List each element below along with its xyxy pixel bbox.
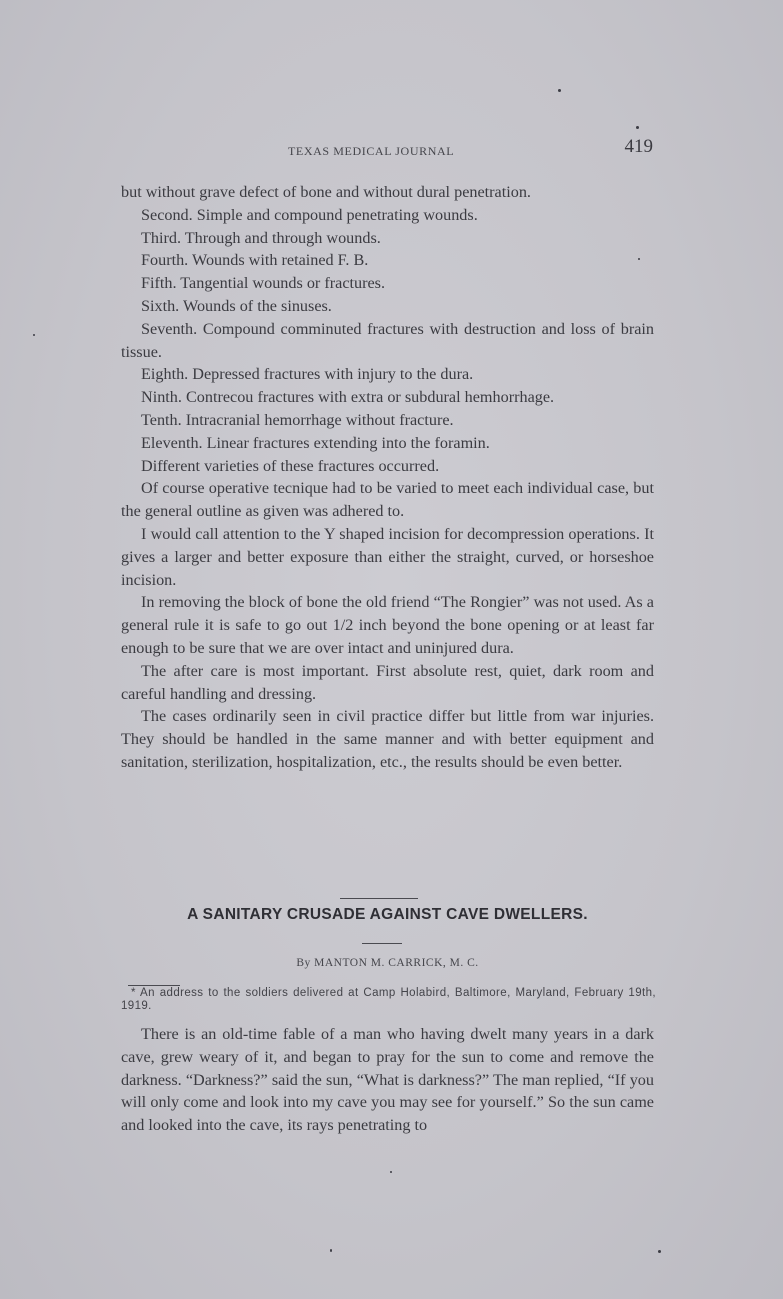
- paragraph: Eleventh. Linear fractures extending into the foramin.: [141, 433, 490, 452]
- scan-speck: [638, 258, 640, 260]
- scan-speck: [390, 1171, 392, 1173]
- article-title: A SANITARY CRUSADE AGAINST CAVE DWELLERS.: [187, 906, 588, 923]
- paragraph: Of course operative tecnique had to be varied to meet each individual case, but the general outline as given was adhered to.: [121, 479, 654, 521]
- footnote: [121, 987, 656, 1012]
- article-body: [121, 1023, 654, 1137]
- scan-speck: [558, 89, 561, 92]
- paragraph: Seventh. Compound comminuted fractures with destruction and loss of brain tissue.: [121, 319, 654, 361]
- continued-article-body: [121, 181, 654, 774]
- running-head: TEXAS MEDICAL JOURNAL: [288, 144, 455, 158]
- paragraph: Different varieties of these fractures occurred.: [141, 456, 440, 475]
- scan-speck: [33, 334, 35, 336]
- paragraph: In removing the block of bone the old friend “The Rongier” was not used. As a general rule it is safe to go out 1/2 inch beyond the bone opening or at least far enough to be sure that we are over intact and uninjured dura.: [121, 593, 654, 657]
- page-header: [120, 136, 655, 162]
- paragraph: Fifth. Tangential wounds or fractures.: [141, 274, 386, 293]
- scan-speck: [330, 1249, 332, 1252]
- paragraph: Tenth. Intracranial hemorrhage without fracture.: [141, 410, 454, 429]
- paragraph: Fourth. Wounds with retained F. B.: [141, 251, 369, 270]
- paragraph: There is an old-time fable of a man who having dwelt many years in a dark cave, grew weary of it, and began to pray for the sun to come and remove the darkness. “Darkness?” said the sun, “What is darkness?” The man replied, “If you will only come and look into my cave you may see for yourself.” So the sun came and looked into the cave, its rays penetrating to: [121, 1025, 654, 1135]
- paragraph: Third. Through and through wounds.: [141, 228, 381, 247]
- scan-speck: [636, 126, 639, 129]
- paragraph: Ninth. Contrecou fractures with extra or subdural hemhorrhage.: [141, 388, 555, 407]
- paragraph: but without grave defect of bone and without dural penetration.: [121, 183, 531, 201]
- scan-speck: [658, 1250, 661, 1253]
- footnote-text: * An address to the soldiers delivered at Camp Holabird, Baltimore, Maryland, February 19th, 1919.: [121, 987, 656, 1012]
- paragraph: I would call attention to the Y shaped incision for decompression operations. It gives a larger and better exposure than either the straight, curved, or horseshoe incision.: [121, 524, 654, 589]
- title-underline: [362, 943, 402, 944]
- paragraph: Sixth. Wounds of the sinuses.: [141, 296, 332, 315]
- paragraph: The after care is most important. First absolute rest, quiet, dark room and careful handling and dressing.: [121, 661, 654, 703]
- section-divider: [340, 898, 418, 899]
- byline: By MANTON M. CARRICK, M. C.: [296, 957, 479, 969]
- paragraph: Second. Simple and compound penetrating wounds.: [141, 205, 478, 224]
- footnote-rule: [128, 985, 180, 986]
- page-number: 419: [624, 136, 653, 157]
- paragraph: The cases ordinarily seen in civil practice differ but little from war injuries. They should be handled in the same manner and with better equipment and sanitation, sterilization, hospitalization, etc., the results should be even better.: [121, 707, 654, 771]
- paragraph: Eighth. Depressed fractures with injury to the dura.: [141, 365, 474, 384]
